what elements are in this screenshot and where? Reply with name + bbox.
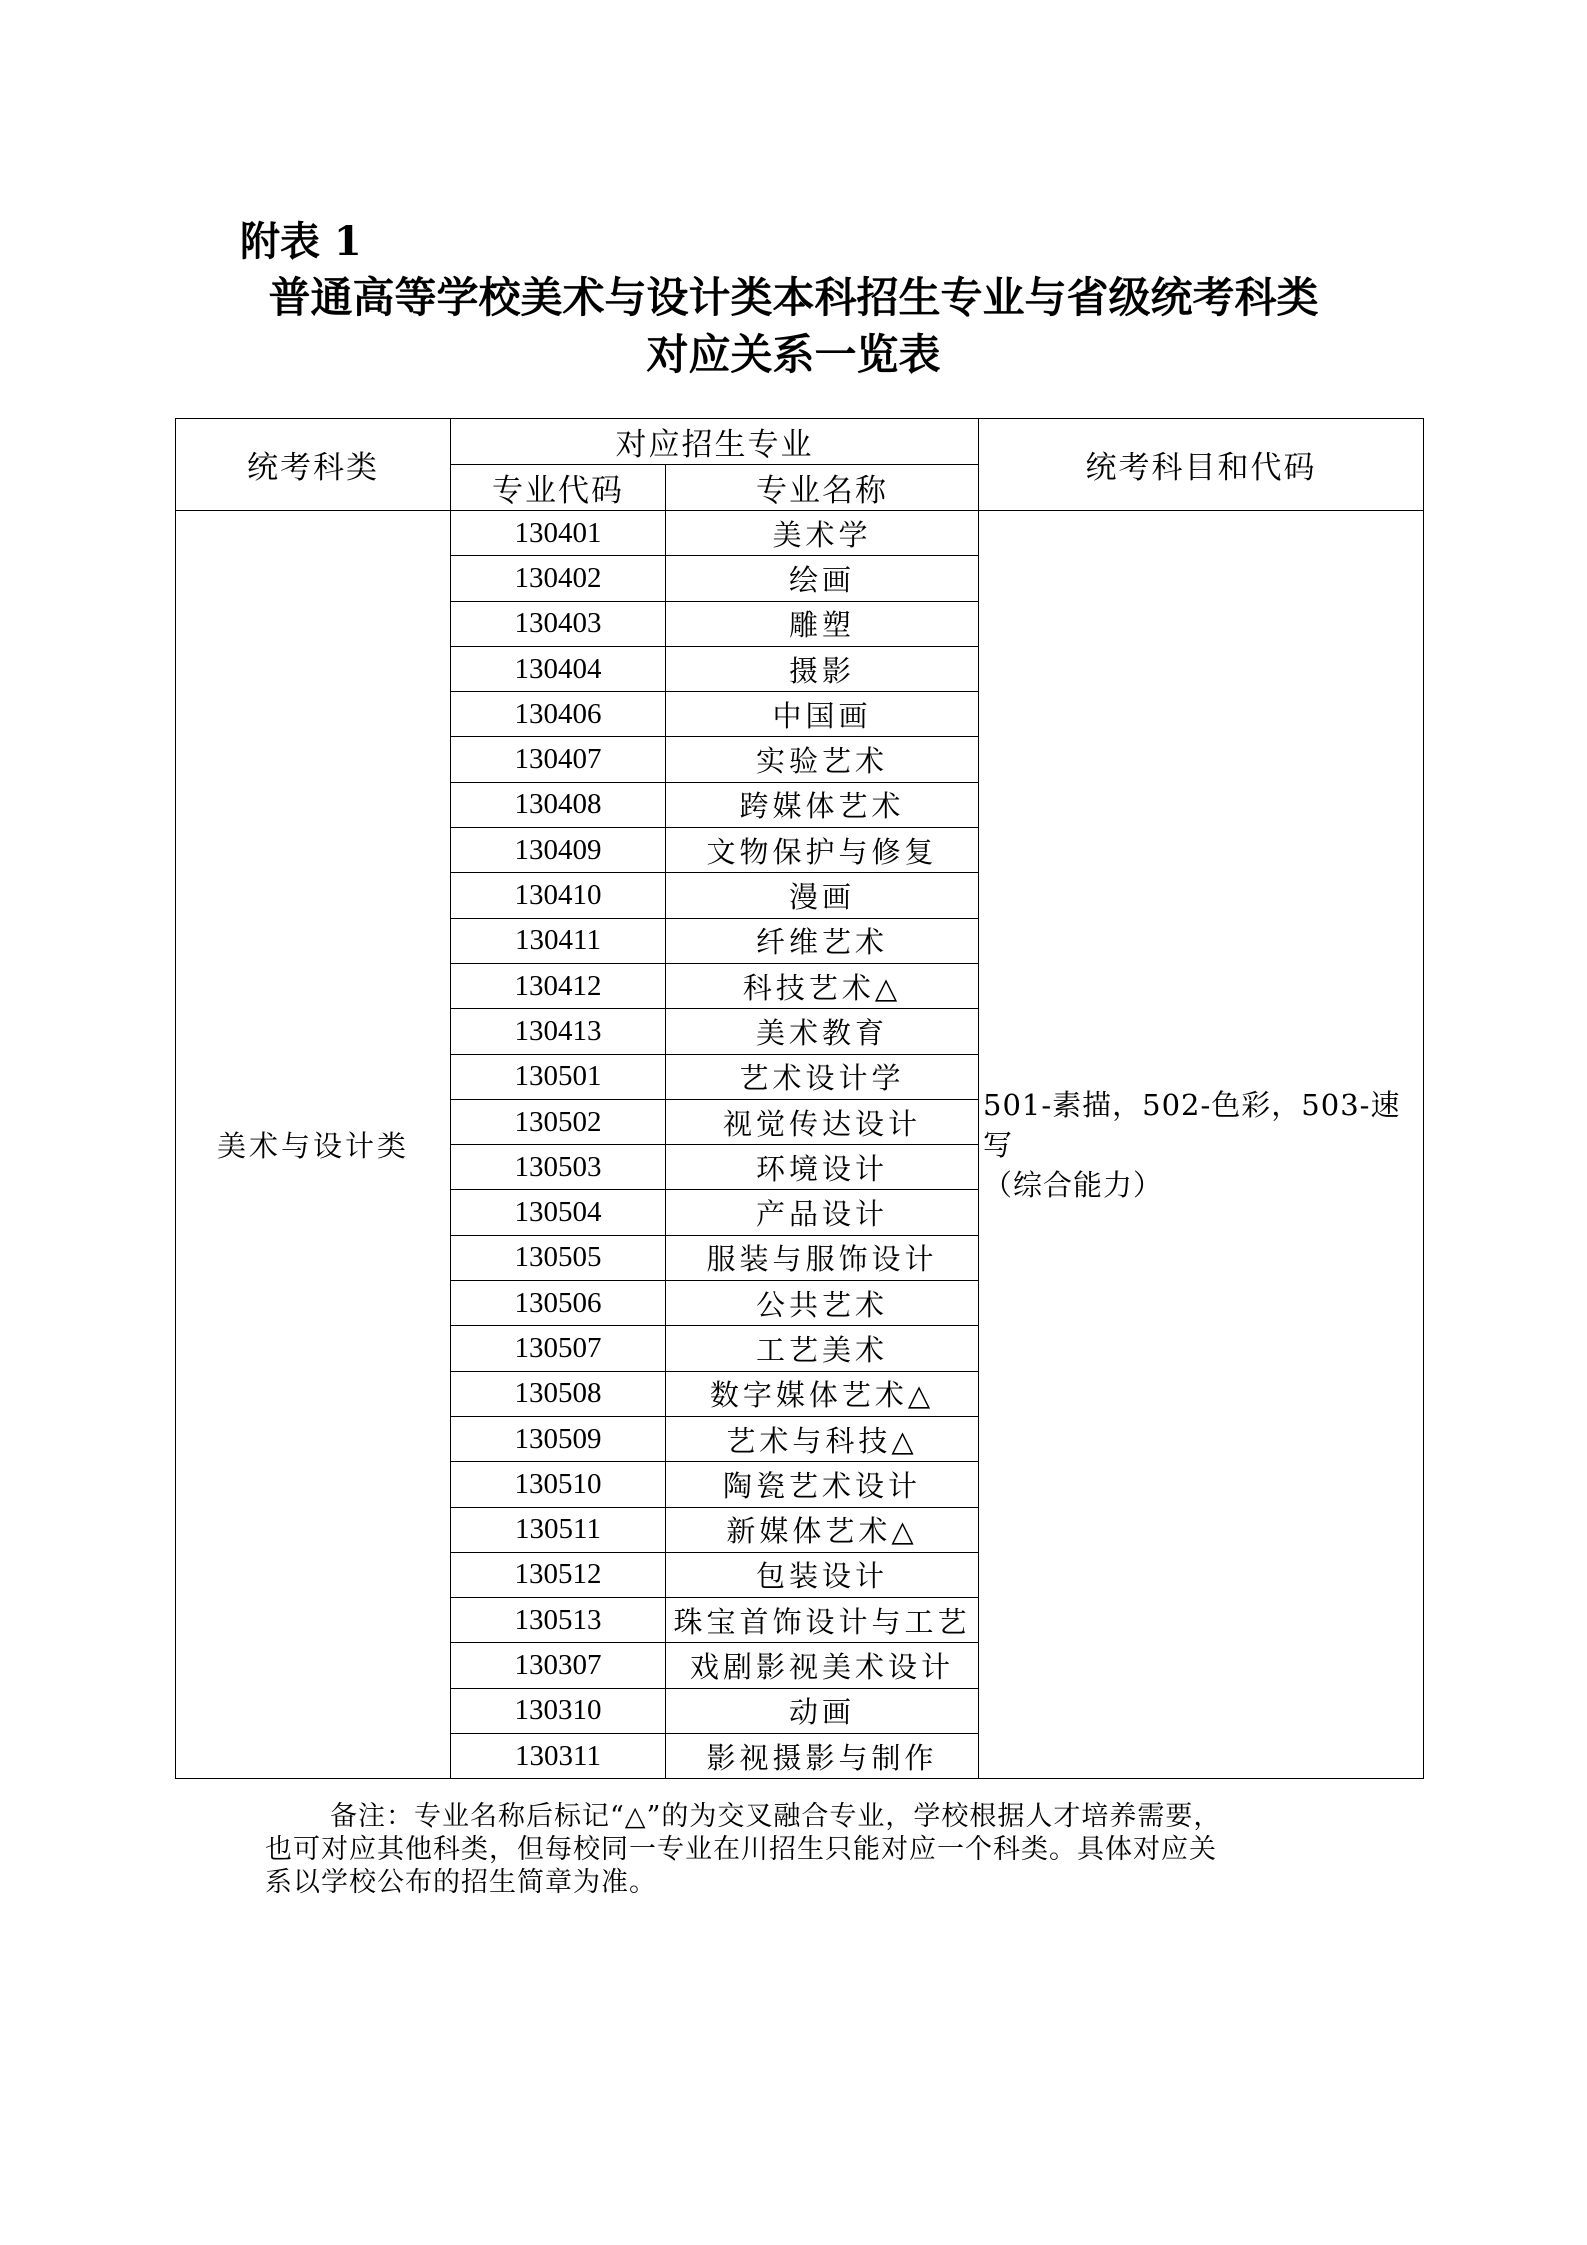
major-code-cell: 130509 bbox=[451, 1416, 666, 1461]
major-name-cell: 绘画 bbox=[666, 556, 979, 601]
major-name-cell: 跨媒体艺术 bbox=[666, 782, 979, 827]
major-name-cell: 动画 bbox=[666, 1688, 979, 1733]
major-name-cell: 工艺美术 bbox=[666, 1326, 979, 1371]
page-subtitle: 对应关系一览表 bbox=[646, 330, 941, 379]
major-name-cell: 美术学 bbox=[666, 511, 979, 556]
header-major-group: 对应招生专业 bbox=[451, 419, 979, 465]
major-name-cell: 新媒体艺术△ bbox=[666, 1507, 979, 1552]
major-name-cell: 包装设计 bbox=[666, 1552, 979, 1597]
appendix-label: 附表 1 bbox=[240, 218, 362, 265]
major-code-cell: 130406 bbox=[451, 692, 666, 737]
major-code-cell: 130413 bbox=[451, 1009, 666, 1054]
major-code-cell: 130502 bbox=[451, 1099, 666, 1144]
major-code-cell: 130307 bbox=[451, 1643, 666, 1688]
note-line-1: 备注：专业名称后标记“△”的为交叉融合专业，学校根据人才培养需要， bbox=[330, 1801, 1222, 1832]
major-code-cell: 130412 bbox=[451, 963, 666, 1008]
major-code-cell: 130411 bbox=[451, 918, 666, 963]
major-name-cell: 艺术与科技△ bbox=[666, 1416, 979, 1461]
subjects-line-1: 501-素描，502-色彩，503-速写 bbox=[983, 1087, 1401, 1162]
major-name-cell: 科技艺术△ bbox=[666, 963, 979, 1008]
major-name-cell: 中国画 bbox=[666, 692, 979, 737]
major-code-cell: 130503 bbox=[451, 1145, 666, 1190]
major-name-cell: 雕塑 bbox=[666, 601, 979, 646]
major-name-cell: 实验艺术 bbox=[666, 737, 979, 782]
major-name-cell: 产品设计 bbox=[666, 1190, 979, 1235]
major-name-cell: 漫画 bbox=[666, 873, 979, 918]
header-subjects: 统考科目和代码 bbox=[979, 419, 1424, 511]
note-line-3: 系以学校公布的招生简章为准。 bbox=[265, 1867, 657, 1898]
major-code-cell: 130407 bbox=[451, 737, 666, 782]
major-code-cell: 130403 bbox=[451, 601, 666, 646]
category-cell: 美术与设计类 bbox=[176, 511, 451, 1779]
major-code-cell: 130510 bbox=[451, 1462, 666, 1507]
major-name-cell: 戏剧影视美术设计 bbox=[666, 1643, 979, 1688]
major-mapping-table bbox=[175, 418, 1424, 1779]
header-category: 统考科类 bbox=[176, 419, 451, 511]
major-code-cell: 130311 bbox=[451, 1734, 666, 1779]
major-name-cell: 视觉传达设计 bbox=[666, 1099, 979, 1144]
major-code-cell: 130511 bbox=[451, 1507, 666, 1552]
major-name-cell: 珠宝首饰设计与工艺 bbox=[666, 1598, 979, 1643]
major-code-cell: 130404 bbox=[451, 646, 666, 691]
note-line-2: 也可对应其他科类，但每校同一专业在川招生只能对应一个科类。具体对应关 bbox=[265, 1834, 1217, 1865]
subjects-line-2: （综合能力） bbox=[983, 1167, 1164, 1202]
major-name-cell: 纤维艺术 bbox=[666, 918, 979, 963]
major-code-cell: 130507 bbox=[451, 1326, 666, 1371]
table-row bbox=[176, 511, 1424, 556]
major-name-cell: 公共艺术 bbox=[666, 1281, 979, 1326]
major-code-cell: 130401 bbox=[451, 511, 666, 556]
major-code-cell: 130513 bbox=[451, 1598, 666, 1643]
major-name-cell: 服装与服饰设计 bbox=[666, 1235, 979, 1280]
major-name-cell: 摄影 bbox=[666, 646, 979, 691]
major-code-cell: 130508 bbox=[451, 1371, 666, 1416]
major-code-cell: 130506 bbox=[451, 1281, 666, 1326]
major-name-cell: 美术教育 bbox=[666, 1009, 979, 1054]
major-code-cell: 130505 bbox=[451, 1235, 666, 1280]
major-code-cell: 130409 bbox=[451, 828, 666, 873]
major-code-cell: 130504 bbox=[451, 1190, 666, 1235]
major-name-cell: 影视摄影与制作 bbox=[666, 1734, 979, 1779]
header-code: 专业代码 bbox=[451, 465, 666, 511]
major-name-cell: 数字媒体艺术△ bbox=[666, 1371, 979, 1416]
major-code-cell: 130501 bbox=[451, 1054, 666, 1099]
major-name-cell: 文物保护与修复 bbox=[666, 828, 979, 873]
major-code-cell: 130512 bbox=[451, 1552, 666, 1597]
major-code-cell: 130408 bbox=[451, 782, 666, 827]
major-name-cell: 艺术设计学 bbox=[666, 1054, 979, 1099]
header-name: 专业名称 bbox=[666, 465, 979, 511]
page-title: 普通高等学校美术与设计类本科招生专业与省级统考科类 bbox=[268, 273, 1319, 322]
major-name-cell: 环境设计 bbox=[666, 1145, 979, 1190]
major-code-cell: 130402 bbox=[451, 556, 666, 601]
major-code-cell: 130310 bbox=[451, 1688, 666, 1733]
major-name-cell: 陶瓷艺术设计 bbox=[666, 1462, 979, 1507]
subjects-cell bbox=[979, 511, 1424, 1779]
major-code-cell: 130410 bbox=[451, 873, 666, 918]
